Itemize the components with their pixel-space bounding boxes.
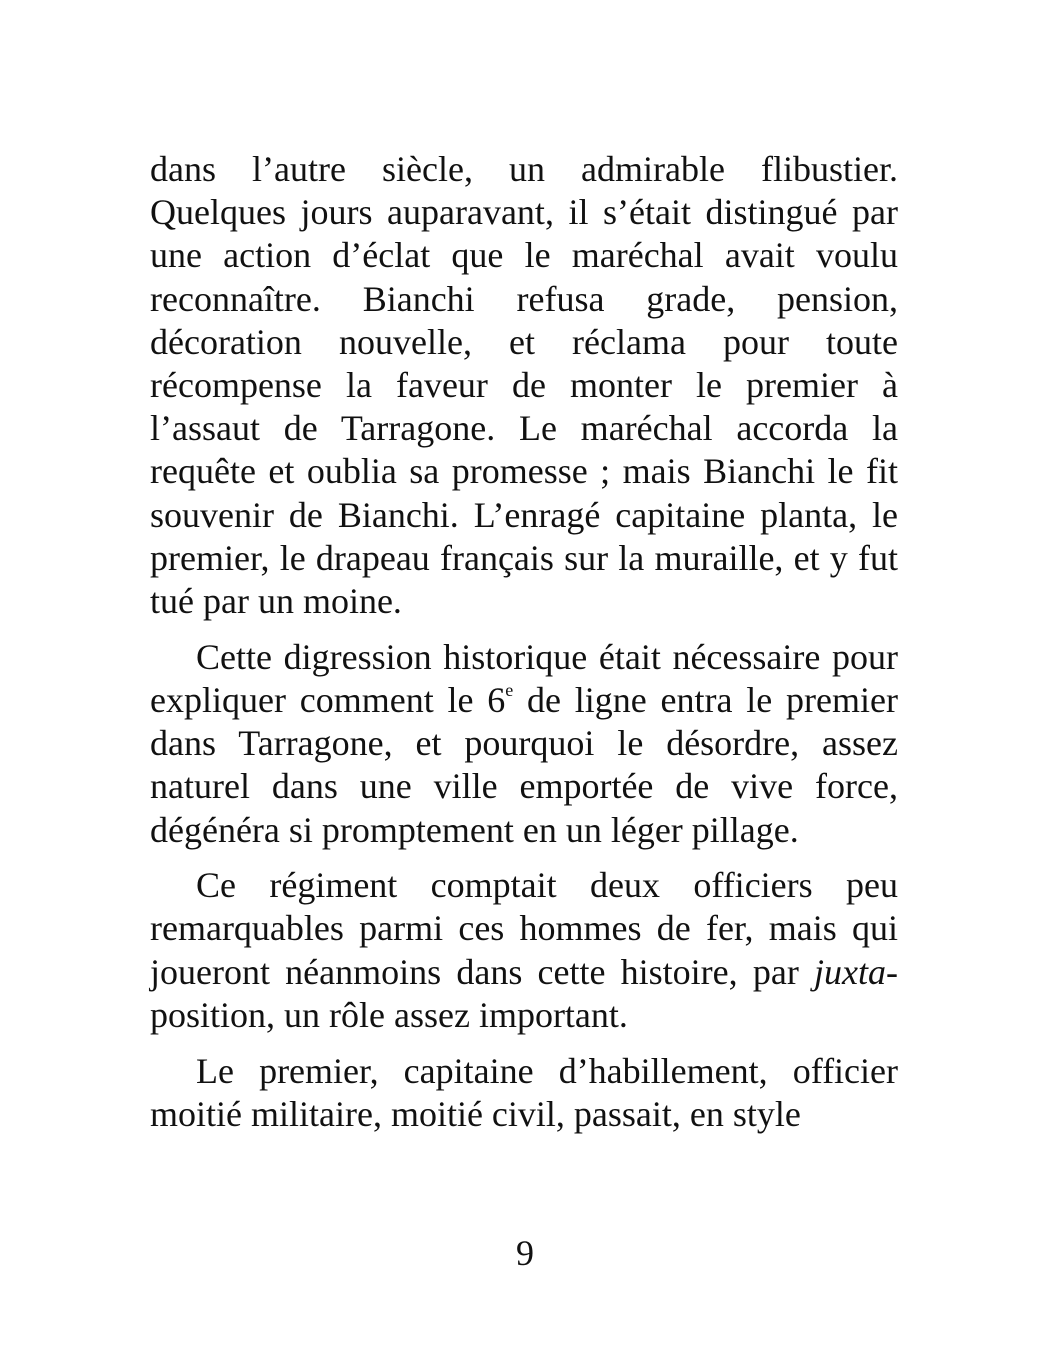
paragraph-3 — [150, 864, 898, 1037]
ordinal-superscript: e — [505, 679, 514, 700]
paragraph-2-text-start: Cette digression historique était nécessaire pour expliquer comment le 6 — [150, 636, 898, 720]
paragraph-3-text-end: -position, un rôle assez important. — [150, 951, 898, 1035]
paragraph-1-text: dans l’autre siècle, un admirable flibustier. Quelques jours auparavant, il s’était distingué par une action d’éclat que le maréchal avait voulu reconnaître. Bianchi refusa grade, pension, décoration nouvelle, et réclama pour toute récompense la faveur de monter le premier à l’assaut de Tarragone. Le maréchal accorda la requête et oublia sa promesse ; mais Bianchi le fit souvenir de Bianchi. L’enragé capitaine planta, le premier, le drapeau français sur la muraille, et y fut tué par un moine. — [150, 149, 898, 622]
paragraph-2 — [150, 636, 898, 852]
italic-word: juxta — [814, 951, 886, 992]
paragraph-4 — [150, 1050, 898, 1136]
page-number: 9 — [516, 1233, 534, 1273]
paragraph-3-text-start: Ce régiment comptait deux officiers peu remarquables parmi ces hommes de fer, mais qui joueront néanmoins dans cette histoire, par — [150, 865, 898, 992]
paragraph-4-text: Le premier, capitaine d’habillement, officier moitié militaire, moitié civil, passait, en style — [150, 1050, 898, 1134]
paragraph-1 — [150, 148, 898, 623]
paragraph-2-text-end: de ligne entra le premier dans Tarragone, et pourquoi le désordre, assez naturel dans une ville emportée de vive force, dégénéra si promptement en un léger pillage. — [150, 679, 898, 850]
body-text — [150, 148, 898, 1148]
